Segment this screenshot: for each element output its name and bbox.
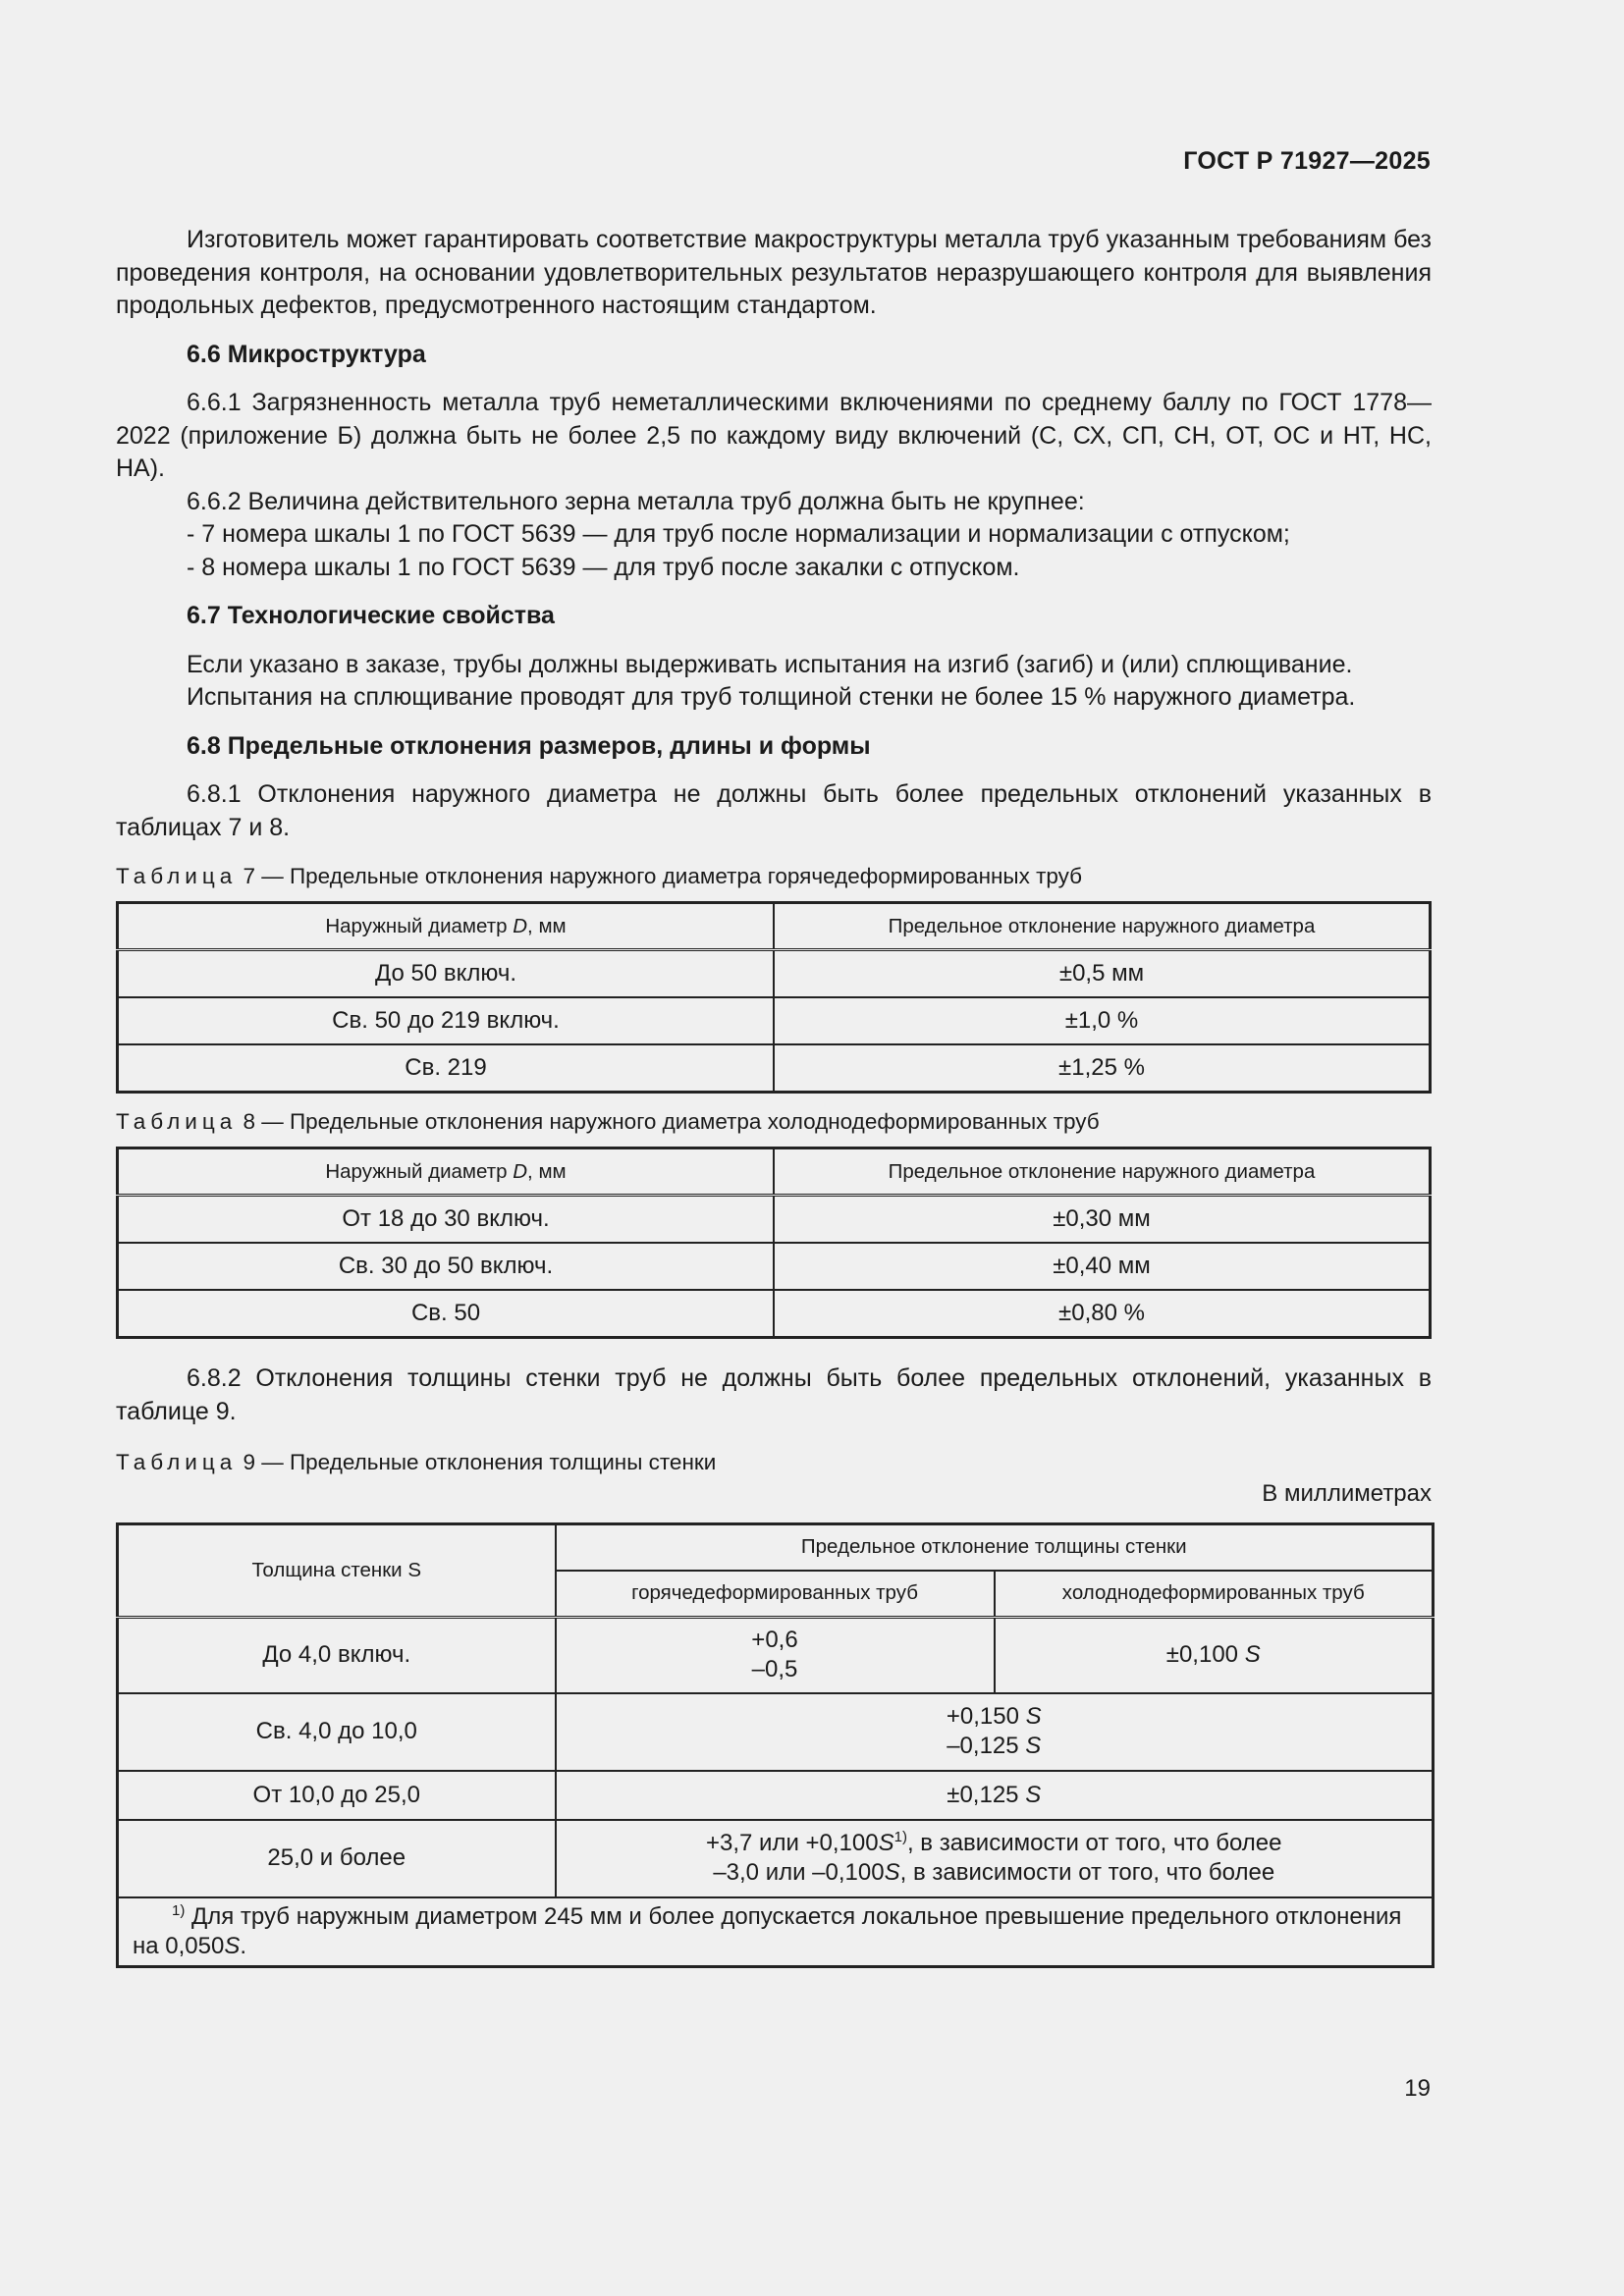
table-8-caption: Таблица 8 — Предельные отклонения наружного диаметра холоднодеформированных труб xyxy=(116,1109,1100,1134)
list-item: - 7 номера шкалы 1 по ГОСТ 5639 — для труб после нормализации и нормализации с отпуском; xyxy=(187,520,1290,548)
section-6-6-heading: 6.6 Микроструктура xyxy=(187,340,426,368)
column-header-thickness: Толщина стенки S xyxy=(118,1523,556,1617)
column-header-deviation: Предельное отклонение толщины стенки xyxy=(556,1523,1434,1571)
table-row: Св. 30 до 50 включ. ±0,40 мм xyxy=(118,1243,1431,1290)
column-header-deviation: Предельное отклонение наружного диаметра xyxy=(774,903,1431,950)
section-6-8-heading: 6.8 Предельные отклонения размеров, длины и формы xyxy=(187,731,871,760)
intro-paragraph: Изготовитель может гарантировать соответствие макроструктуры металла труб указанным требованиям без проведения контроля, на основании удовлетворительных результатов неразрушающего контроля для выявления продольных дефектов, предусмотренного настоящим стандартом. xyxy=(116,226,1432,319)
table-row: До 50 включ. ±0,5 мм xyxy=(118,950,1431,998)
column-header-hot: горячедеформированных труб xyxy=(556,1571,995,1618)
page-content xyxy=(116,224,1432,1968)
table-7 xyxy=(116,901,1432,1094)
table-row: Св. 50 до 219 включ. ±1,0 % xyxy=(118,997,1431,1044)
page-number: 19 xyxy=(1404,2075,1431,2102)
clause-6-8-2: 6.8.2 Отклонения толщины стенки труб не должны быть более предельных отклонений, указанных в таблице 9. xyxy=(116,1364,1432,1425)
clause-6-8-1: 6.8.1 Отклонения наружного диаметра не должны быть более предельных отклонений указанных в таблицах 7 и 8. xyxy=(116,780,1432,841)
table-9-caption: Таблица 9 — Предельные отклонения толщины стенки xyxy=(116,1450,717,1474)
table-row: Св. 4,0 до 10,0 +0,150 S –0,125 S xyxy=(118,1693,1434,1771)
table-row: От 18 до 30 включ. ±0,30 мм xyxy=(118,1196,1431,1244)
clause-6-7-p2: Испытания на сплющивание проводят для труб толщиной стенки не более 15 % наружного диаметра. xyxy=(187,683,1356,711)
column-header-cold: холоднодеформированных труб xyxy=(995,1571,1434,1618)
table-9 xyxy=(116,1522,1435,1968)
table-row: Св. 50 ±0,80 % xyxy=(118,1290,1431,1338)
column-header-deviation: Предельное отклонение наружного диаметра xyxy=(774,1148,1431,1196)
clause-6-6-2: 6.6.2 Величина действительного зерна металла труб должна быть не крупнее: xyxy=(187,487,1085,515)
standard-designation: ГОСТ Р 71927—2025 xyxy=(1183,147,1431,175)
column-header-diameter: Наружный диаметр D, мм xyxy=(118,903,775,950)
list-item: - 8 номера шкалы 1 по ГОСТ 5639 — для труб после закалки с отпуском. xyxy=(187,553,1020,581)
table-row: От 10,0 до 25,0 ±0,125 S xyxy=(118,1771,1434,1820)
table-7-caption: Таблица 7 — Предельные отклонения наружного диаметра горячедеформированных труб xyxy=(116,864,1083,888)
clause-6-7-p1: Если указано в заказе, трубы должны выдерживать испытания на изгиб (загиб) и (или) сплющивание. xyxy=(187,650,1353,678)
table-footnote-row xyxy=(118,1897,1434,1967)
section-6-7-heading: 6.7 Технологические свойства xyxy=(187,602,555,629)
clause-6-6-1: 6.6.1 Загрязненность металла труб неметаллическими включениями по среднему баллу по ГОСТ 1778—2022 (приложение Б) должна быть не более 2,5 по каждому виду включений (С, СХ, СП, СН, ОТ, ОС и НТ, НС, НА). xyxy=(116,389,1432,482)
table-9-units: В миллиметрах xyxy=(1262,1480,1432,1507)
table-row: 25,0 и более +3,7 или $+0,100S^{1)}$, в зависимости от того, что более –3,0 или –0,100S, в зависимости от того, что более xyxy=(118,1820,1434,1897)
table-footnote: $^{1)}$ Для труб наружным диаметром 245 мм и более допускается локальное превышение предельного отклонения на 0,050S. xyxy=(118,1897,1434,1967)
table-8 xyxy=(116,1147,1432,1339)
column-header-diameter: Наружный диаметр D, мм xyxy=(118,1148,775,1196)
table-row: Св. 219 ±1,25 % xyxy=(118,1044,1431,1093)
table-row: До 4,0 включ. +0,6 –0,5 ±0,100 S xyxy=(118,1617,1434,1693)
